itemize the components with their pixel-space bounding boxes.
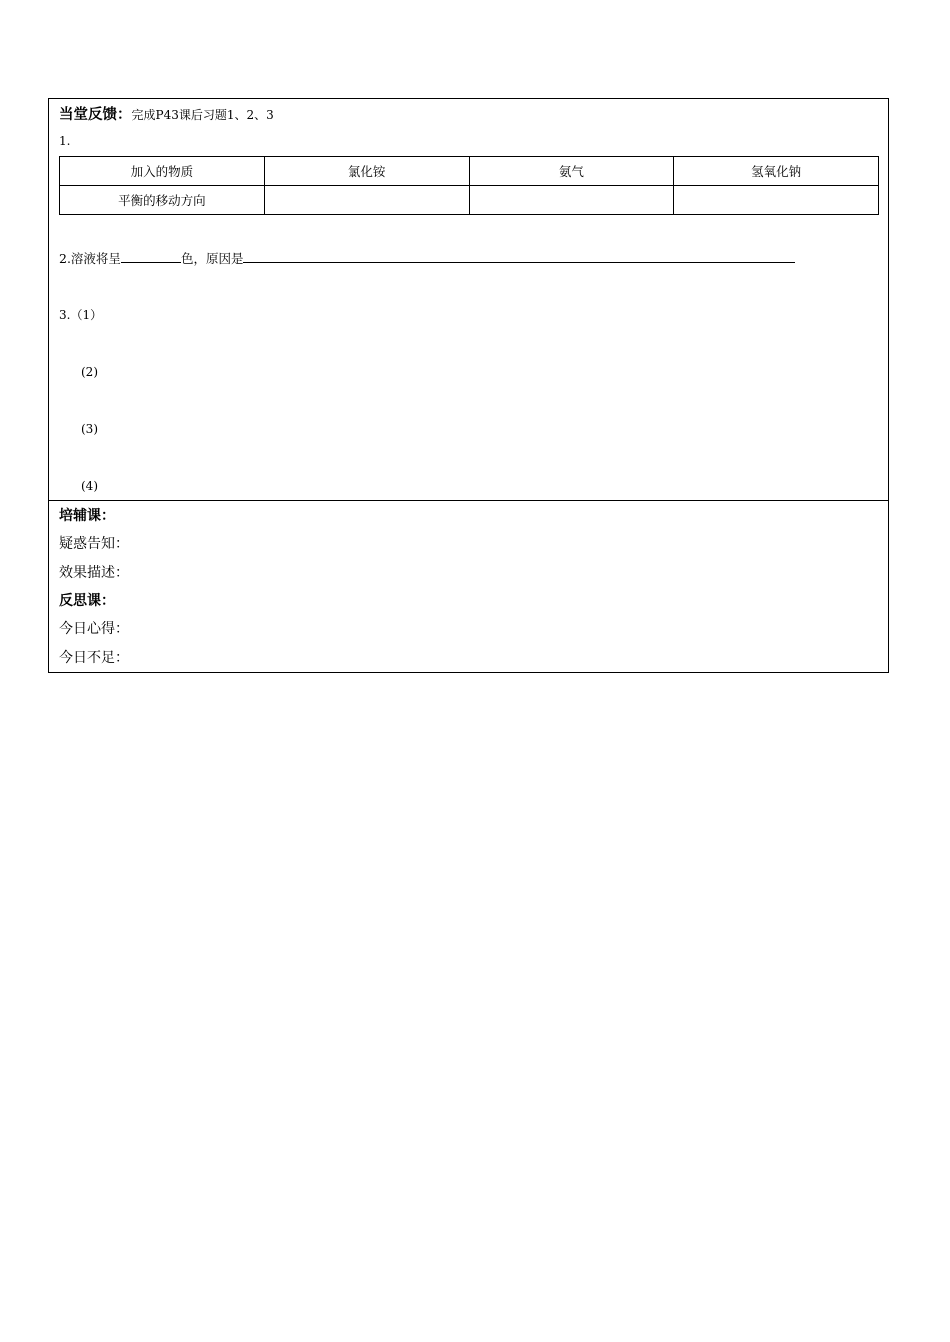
table-cell: 氢氧化钠 [674, 157, 879, 186]
reason-answer-blank[interactable] [243, 249, 795, 263]
question-1-number: 1. [59, 134, 71, 148]
worksheet-frame [48, 98, 889, 673]
color-answer-blank[interactable] [121, 249, 181, 263]
answer-cell[interactable] [469, 186, 674, 215]
table-cell: 氨气 [469, 157, 674, 186]
feedback-heading-line [59, 105, 274, 125]
feedback-instruction: 完成P43课后习题1、2、3 [131, 108, 274, 122]
answer-cell[interactable] [674, 186, 879, 215]
table-row [60, 186, 879, 215]
question-2 [59, 249, 795, 268]
reflection-heading: 反思课： [59, 593, 115, 609]
shortfalls-label: 今日不足： [59, 650, 129, 666]
table-cell: 氯化铵 [264, 157, 469, 186]
table-cell: 加入的物质 [60, 157, 265, 186]
tutoring-reflection-section [49, 501, 888, 672]
effect-label: 效果描述： [59, 565, 129, 581]
table-cell: 平衡的移动方向 [60, 186, 265, 215]
questions-label: 疑惑告知： [59, 536, 129, 552]
question-3-item-3: (3) [81, 422, 98, 436]
equilibrium-table [59, 156, 879, 215]
feedback-section [49, 99, 888, 501]
question-3-item-2: (2) [81, 365, 98, 379]
feedback-heading: 当堂反馈： [59, 107, 132, 123]
question-2-middle: 色，原因是 [180, 251, 244, 266]
question-3-item-4: (4) [81, 479, 98, 493]
question-2-prefix: 2.溶液将呈 [59, 251, 121, 266]
tutoring-heading: 培辅课： [59, 508, 115, 524]
question-3-item-1: 3.（1） [59, 308, 103, 322]
table-row [60, 157, 879, 186]
gains-label: 今日心得： [59, 621, 129, 637]
answer-cell[interactable] [264, 186, 469, 215]
